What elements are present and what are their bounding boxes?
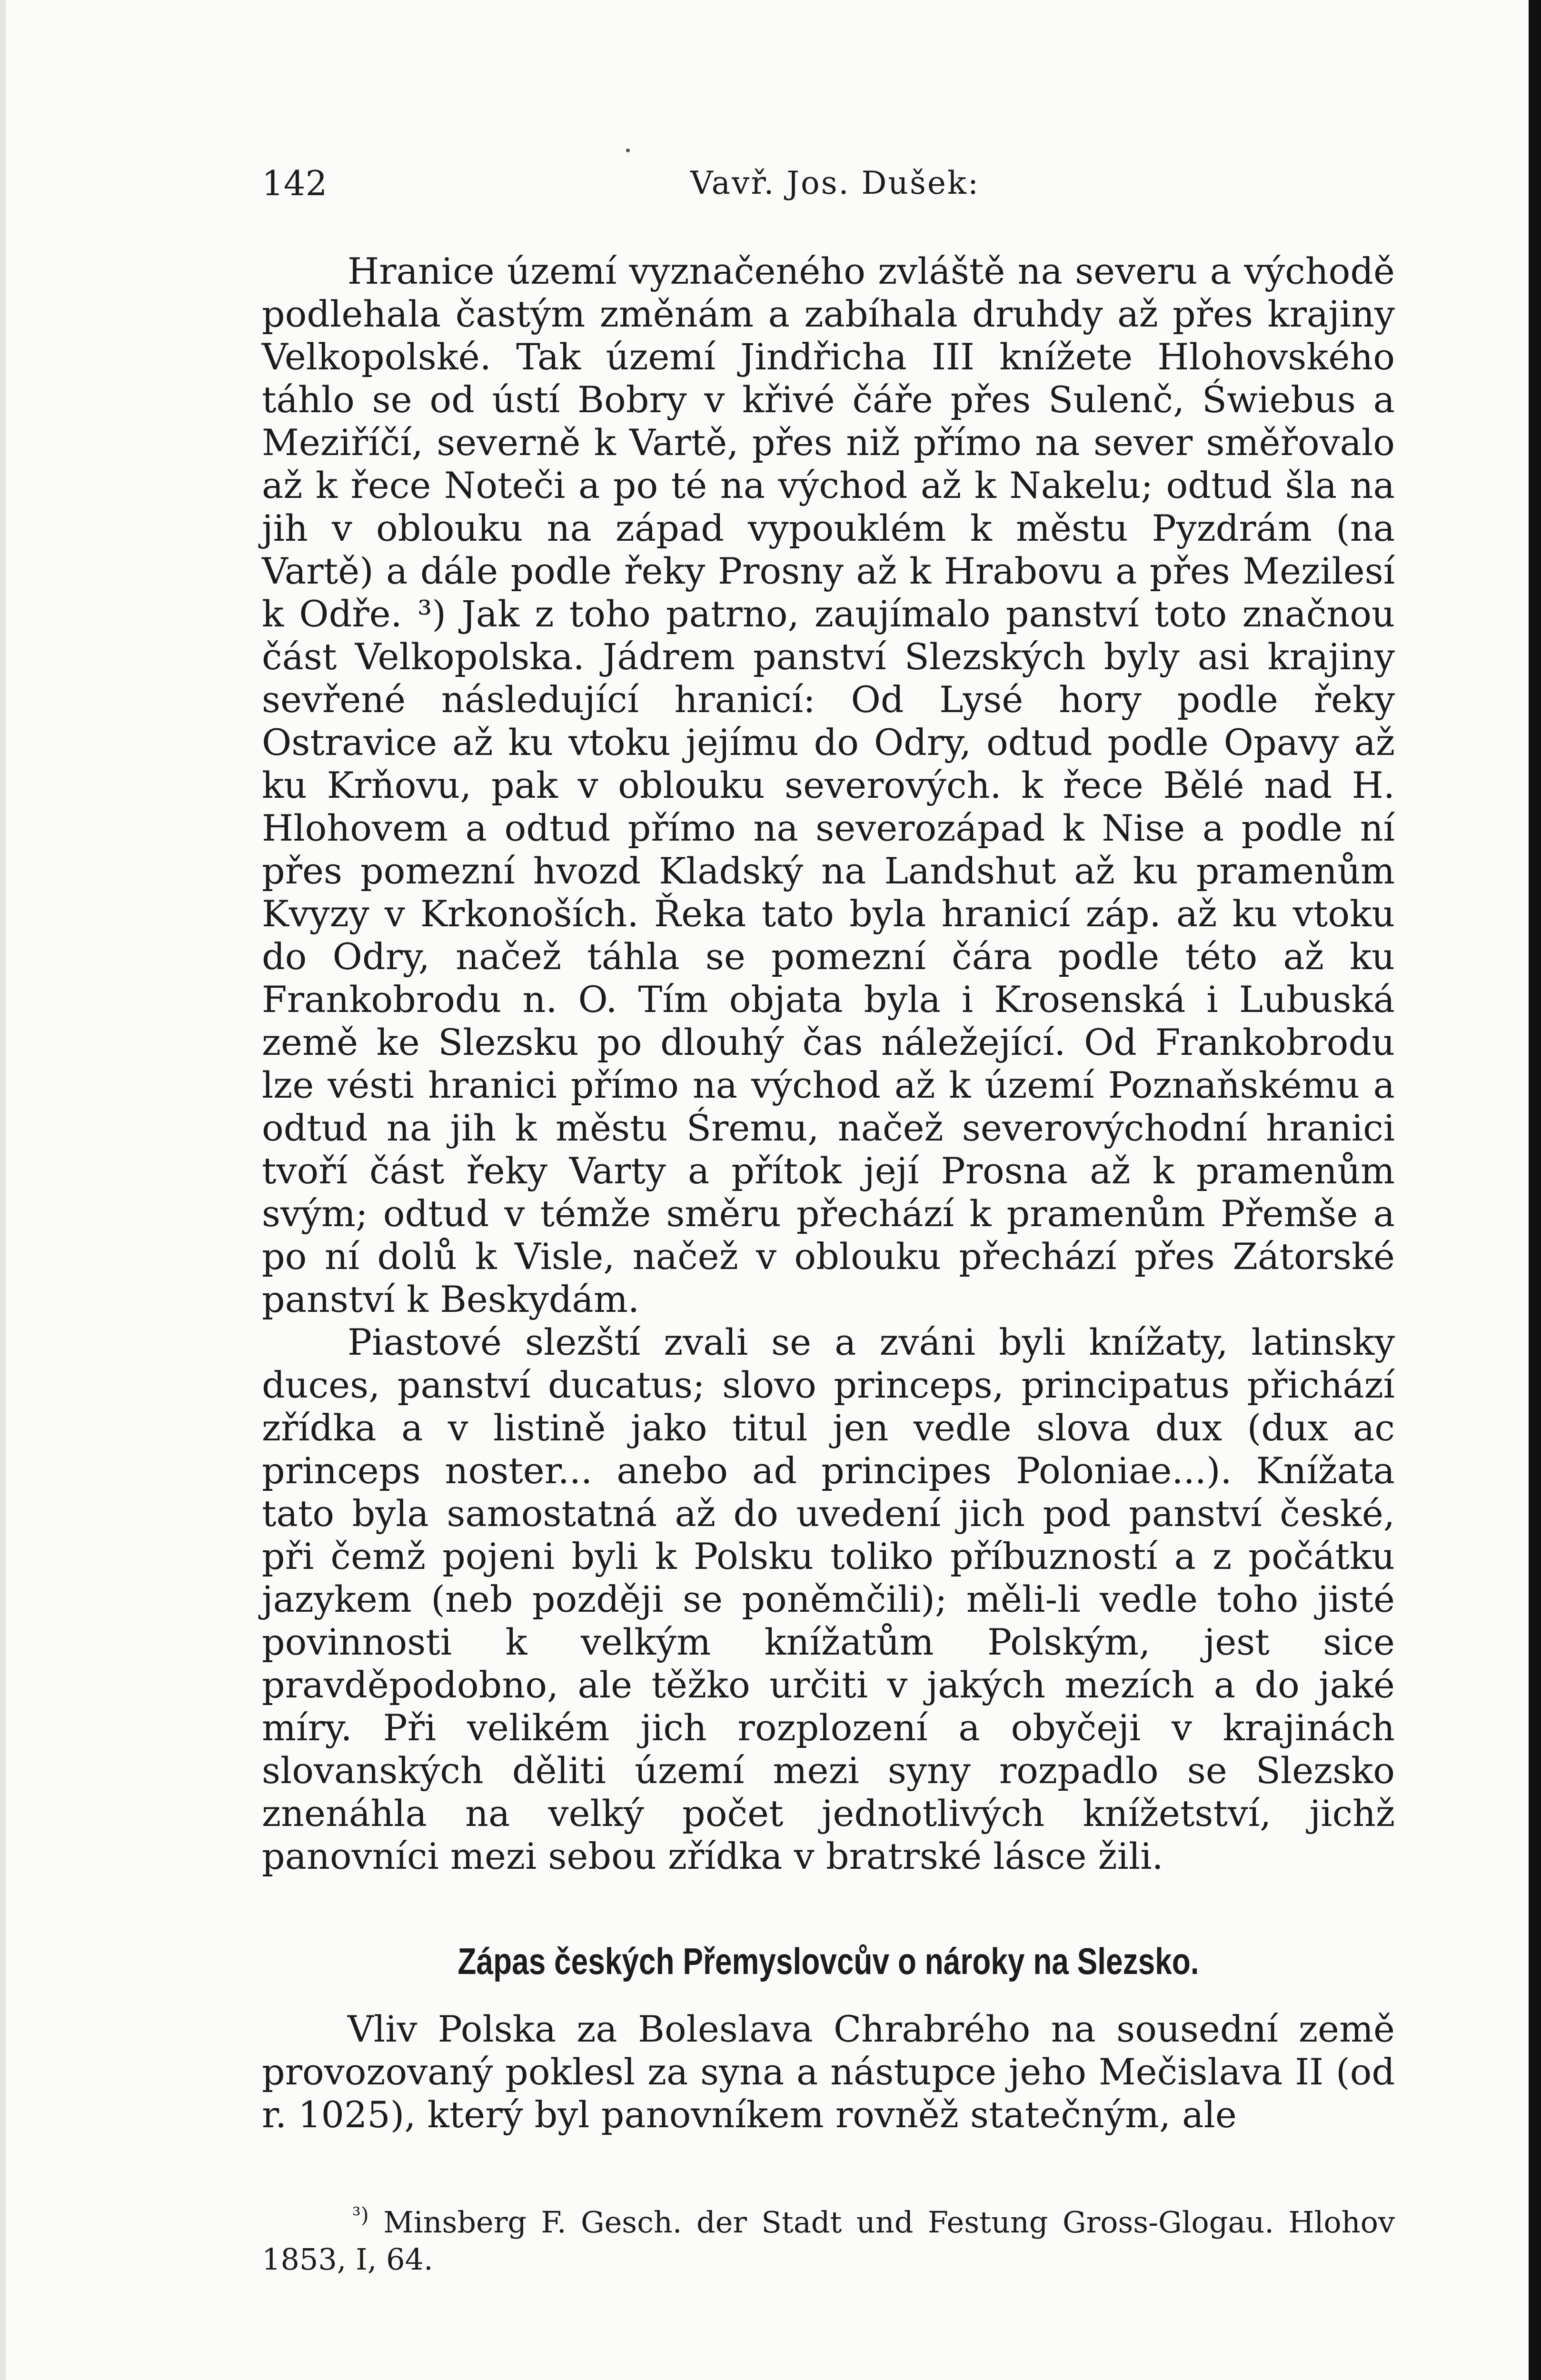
page-header [262, 159, 1395, 207]
footnote [262, 2204, 1395, 2278]
body-paragraph-2: Piastové slezští zvali se a zváni byli knížaty, latinsky duces, panství ducatus; slovo princeps, principatus přichází zřídka a v listině jako titul jen vedle slova dux (dux ac princeps noster... anebo ad principes Poloniae...). Knížata tato byla samostatná až do uvedení jich pod panství české, při čemž pojeni byli k Polsku toliko příbuzností a z počátku jazykem (neb později se poněmčili); měli-li vedle toho jisté povinnosti k velkým knížatům Polským, jest sice pravděpodobno, ale těžko určiti v jakých mezích a do jaké míry. Při velikém jich rozplození a obyčeji v krajinách slovanských děliti území mezi syny rozpadlo se Slezsko znenáhla na velký počet jednotlivých knížetství, jichž panovníci mezi sebou zřídka v bratrské lásce žili. [262, 1321, 1395, 1877]
page-number: 142 [262, 163, 328, 203]
footnote-text: Minsberg F. Gesch. der Stadt und Festung Gross-Glogau. Hlohov 1853, I, 64. [262, 2205, 1395, 2277]
page-body [262, 250, 1395, 2136]
section-heading: Zápas českých Přemyslovcův o nároky na Slezsko. [457, 1940, 1199, 1982]
running-head: Vavř. Jos. Dušek: [690, 165, 980, 201]
scan-speck [626, 149, 630, 152]
section-paragraph: Vliv Polska za Boleslava Chrabrého na sousední země provozovaný poklesl za syna a nástupce jeho Mečislava II (od r. 1025), který byl panovníkem rovněž statečným, ale [262, 2008, 1395, 2136]
footnote-marker: ³) [352, 2203, 369, 2228]
body-paragraph-1: Hranice území vyznačeného zvláště na severu a východě podlehala častým změnám a zabíhala druhdy až přes krajiny Velkopolské. Tak území Jindřicha III knížete Hlohovského táhlo se od ústí Bobry v křivé čáře přes Sulenč, Świebus a Meziříčí, severně k Vartě, přes niž přímo na sever směřovalo až k řece Noteči a po té na východ až k Nakelu; odtud šla na jih v oblouku na západ vypouklém k městu Pyzdrám (na Vartě) a dále podle řeky Prosny až k Hrabovu a přes Mezilesí k Odře. ³) Jak z toho patrno, zaujímalo panství toto značnou část Velkopolska. Jádrem panství Slezských byly asi krajiny sevřené následující hranicí: Od Lysé hory podle řeky Ostravice až ku vtoku jejímu do Odry, odtud podle Opavy až ku Krňovu, pak v oblouku severových. k řece Bělé nad H. Hlohovem a odtud přímo na severozápad k Nise a podle ní přes pomezní hvozd Kladský na Landshut až ku pramenům Kvyzy v Krkonoších. Řeka tato byla hranicí záp. až ku vtoku do Odry, načež táhla se pomezní čára podle této až ku Frankobrodu n. O. Tím objata byla i Krosenská i Lubuská země ke Slezsku po dlouhý čas náležející. Od Frankobrodu lze vésti hranici přímo na východ až k území Poznaňskému a odtud na jih k městu Śremu, načež severovýchodní hranici tvoří část řeky Varty a přítok její Prosna až k pramenům svým; odtud v témže směru přechází k pramenům Přemše a po ní dolů k Visle, načež v oblouku přechází přes Zátorské panství k Beskydám. [262, 250, 1395, 1320]
scan-right-edge [1529, 0, 1541, 2380]
scan-left-edge [0, 0, 6, 2380]
